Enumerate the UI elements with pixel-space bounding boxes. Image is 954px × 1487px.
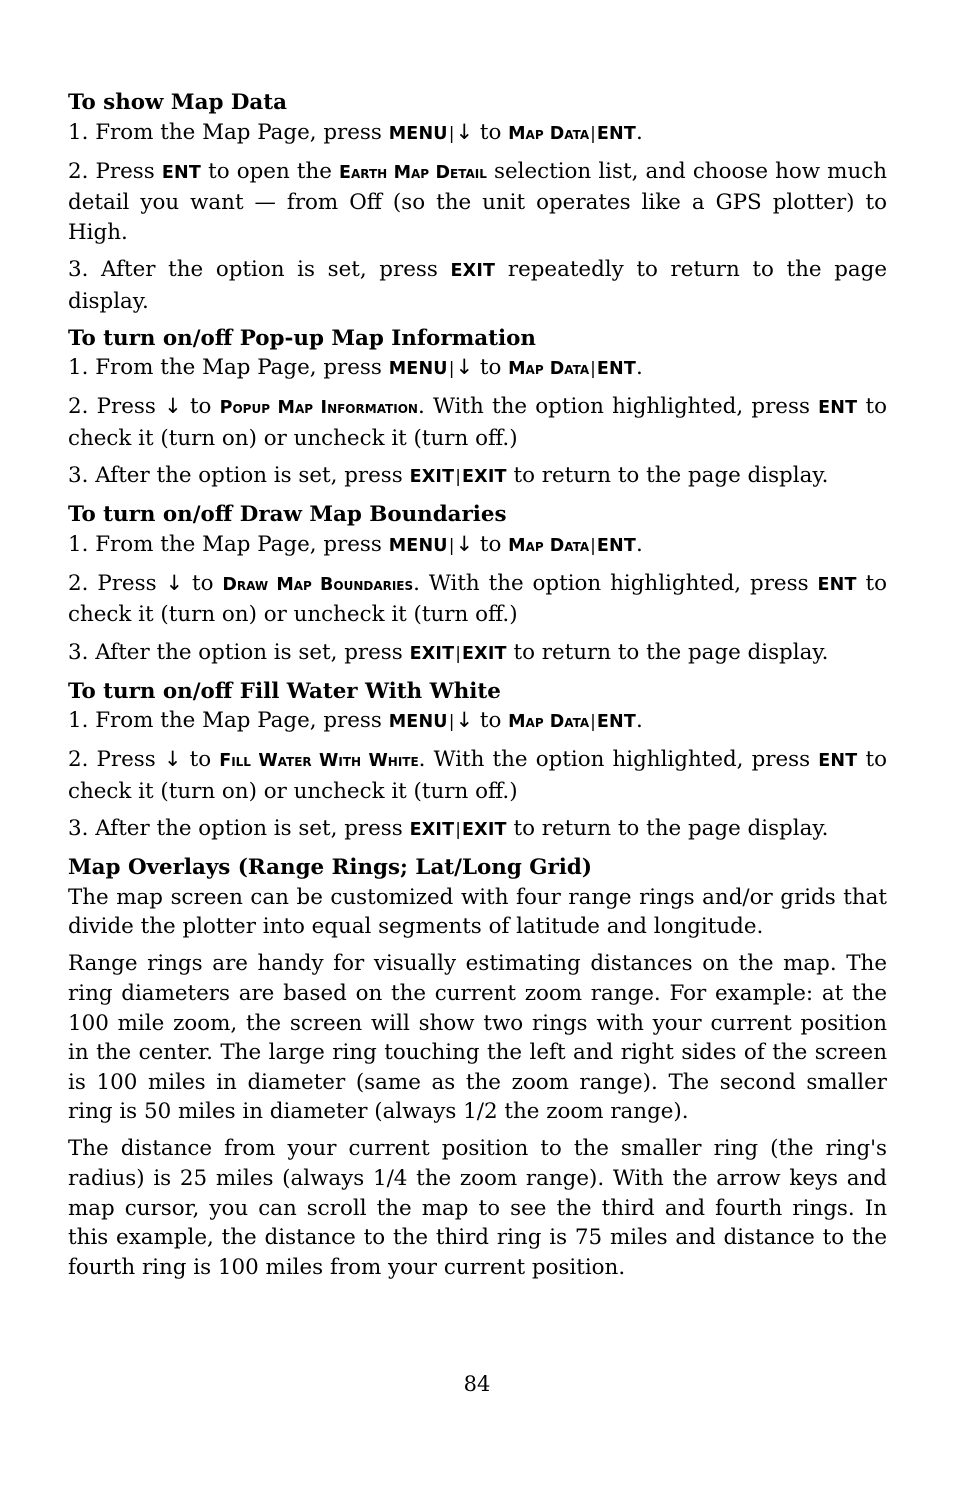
step-text: 2. Press xyxy=(68,747,164,773)
step-text: to return to the page display. xyxy=(506,815,829,841)
ent-key: ENT xyxy=(596,535,637,556)
step-text: . With the option highlighted, press xyxy=(413,570,818,596)
step-text: to check it (turn on) or uncheck it (turn off.) xyxy=(68,570,887,628)
section-popup-map-information xyxy=(68,324,887,493)
menu-command: Map Data xyxy=(508,359,590,380)
separator: | xyxy=(455,467,461,488)
down-arrow-icon: ↓ xyxy=(455,708,474,733)
section-heading: To turn on/off Draw Map Boundaries xyxy=(68,502,507,528)
separator: | xyxy=(590,123,596,144)
step-2 xyxy=(68,157,887,248)
menu-command: Map Data xyxy=(508,535,590,556)
paragraph: The map screen can be customized with four range rings and/or grids that divide the plotter into equal segments of latitude and longitude. xyxy=(68,884,887,940)
step-text: . xyxy=(636,708,643,734)
exit-key: EXIT xyxy=(462,819,507,840)
separator: | xyxy=(590,535,596,556)
step-text: 3. After the option is set, press xyxy=(68,463,410,489)
paragraph: The distance from your current position to the smaller ring (the ring's radius) is 25 miles (always 1/4 the zoom range). With the arrow keys and map cursor, you can scroll the map to see the third and fourth rings. In this example, the distance to the third ring is 75 miles and distance to the fourth ring is 100 miles from your current position. xyxy=(68,1136,887,1280)
step-3 xyxy=(68,461,887,493)
section-heading: To show Map Data xyxy=(68,90,287,115)
step-1 xyxy=(68,706,887,738)
menu-command: Map Data xyxy=(508,123,590,144)
step-text: 1. From the Map Page, press xyxy=(68,119,389,145)
step-2 xyxy=(68,392,887,453)
exit-key: EXIT xyxy=(462,467,507,488)
section-fill-water-with-white xyxy=(68,677,887,846)
down-arrow-icon: ↓ xyxy=(455,355,474,380)
down-arrow-icon: ↓ xyxy=(164,394,182,419)
separator: | xyxy=(448,123,455,144)
step-3 xyxy=(68,814,887,846)
step-text: to check it (turn on) or uncheck it (turn off.) xyxy=(68,394,887,451)
ent-key: ENT xyxy=(596,359,637,380)
separator: | xyxy=(448,712,455,733)
exit-key: EXIT xyxy=(409,819,455,840)
section-map-overlays xyxy=(68,853,887,1282)
menu-command: Earth Map Detail xyxy=(339,162,487,183)
paragraph: Range rings are handy for visually estimating distances on the map. The ring diameters are based on the current zoom range. For example: at the 100 mile zoom, the screen will show two rings with your current position in the center. The large ring touching the left and right sides of the screen is 100 miles in diameter (same as the zoom range). The second smaller ring is 50 miles in diameter (always 1/2 the zoom range). xyxy=(68,951,887,1125)
menu-key: MENU xyxy=(388,712,448,733)
down-arrow-icon: ↓ xyxy=(163,747,182,772)
step-3 xyxy=(68,255,887,316)
ent-key: ENT xyxy=(161,162,202,183)
section-draw-map-boundaries xyxy=(68,500,887,669)
down-arrow-icon: ↓ xyxy=(455,531,474,556)
exit-key: EXIT xyxy=(450,260,496,281)
step-text: selection list, and choose how much detail you want — from Off (so the unit operates like a GPS plotter) to High. xyxy=(68,158,887,245)
step-text: 2. Press xyxy=(68,570,166,596)
step-text: 1. From the Map Page, press xyxy=(68,355,389,381)
ent-key: ENT xyxy=(818,398,858,419)
step-text: 2. Press xyxy=(68,394,165,420)
menu-key: MENU xyxy=(388,123,448,144)
menu-key: MENU xyxy=(388,359,448,380)
step-text: to xyxy=(181,394,220,420)
manual-page xyxy=(68,88,887,1290)
step-2 xyxy=(68,745,887,806)
step-text: to return to the page display. xyxy=(506,463,829,489)
separator: | xyxy=(455,643,461,664)
section-show-map-data xyxy=(68,88,887,316)
menu-command: Popup Map Information xyxy=(219,398,418,419)
step-text: to open the xyxy=(201,158,339,184)
menu-command: Fill Water With White xyxy=(219,751,419,772)
step-text: . With the option highlighted, press xyxy=(418,747,819,773)
step-1 xyxy=(68,353,887,385)
step-text: to xyxy=(473,355,509,381)
step-text: . xyxy=(636,531,643,557)
separator: | xyxy=(455,819,461,840)
step-text: to xyxy=(473,531,509,557)
separator: | xyxy=(590,712,596,733)
step-text: to xyxy=(183,570,223,596)
step-text: 1. From the Map Page, press xyxy=(68,708,389,734)
exit-key: EXIT xyxy=(409,643,455,664)
section-heading: To turn on/off Fill Water With White xyxy=(68,678,501,704)
step-2 xyxy=(68,569,887,630)
page-number: 84 xyxy=(463,1372,491,1396)
down-arrow-icon: ↓ xyxy=(455,119,474,144)
step-1 xyxy=(68,118,887,150)
step-1 xyxy=(68,530,887,562)
separator: | xyxy=(448,535,455,556)
ent-key: ENT xyxy=(817,574,857,595)
step-text: to xyxy=(473,119,509,145)
ent-key: ENT xyxy=(596,123,637,144)
menu-key: MENU xyxy=(388,535,448,556)
step-text: to xyxy=(473,708,509,734)
step-text: 3. After the option is set, press xyxy=(68,639,410,665)
step-text: . With the option highlighted, press xyxy=(417,394,819,420)
ent-key: ENT xyxy=(818,751,858,772)
section-heading: Map Overlays (Range Rings; Lat/Long Grid) xyxy=(68,855,592,881)
down-arrow-icon: ↓ xyxy=(165,570,184,595)
step-text: 3. After the option is set, press xyxy=(68,256,451,282)
separator: | xyxy=(448,359,455,380)
step-text: 3. After the option is set, press xyxy=(68,815,410,841)
step-text: to xyxy=(181,747,220,773)
exit-key: EXIT xyxy=(462,643,507,664)
section-heading: To turn on/off Pop-up Map Information xyxy=(68,325,536,351)
separator: | xyxy=(590,359,596,380)
step-3 xyxy=(68,638,887,670)
step-text: . xyxy=(636,119,643,145)
step-text: repeatedly to return to the page display. xyxy=(68,256,887,314)
exit-key: EXIT xyxy=(409,467,455,488)
step-text: . xyxy=(636,355,643,381)
menu-command: Map Data xyxy=(508,712,590,733)
step-text: 1. From the Map Page, press xyxy=(68,531,389,557)
ent-key: ENT xyxy=(596,712,637,733)
menu-command: Draw Map Boundaries xyxy=(222,574,414,595)
step-text: to return to the page display. xyxy=(506,639,829,665)
step-text: to check it (turn on) or uncheck it (turn off.) xyxy=(68,747,887,804)
step-text: 2. Press xyxy=(68,158,162,184)
